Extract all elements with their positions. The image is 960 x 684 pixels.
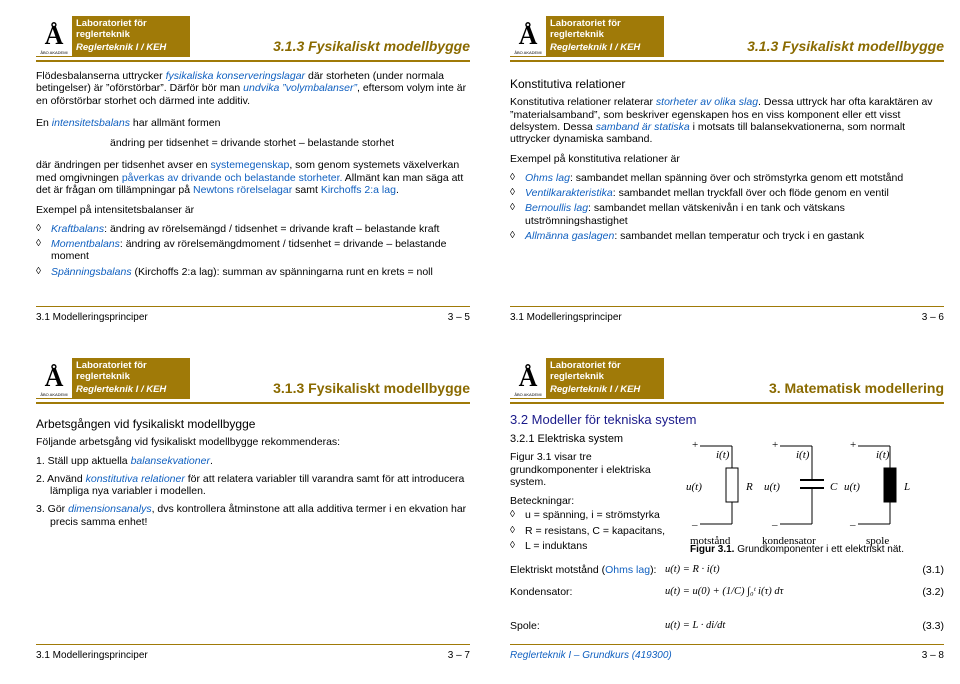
lab-name: Laboratoriet för reglerteknik	[550, 18, 621, 40]
svg-text:Å: Å	[518, 363, 538, 392]
slide-body: 3.2 Modeller för tekniska system 3.2.1 Elektriska system Figur 3.1 visar tre grundkomponenter i elektriska system. Beteckningar: ◊ u = spänning, i = strömstyrka ◊ R = resistans, C = kapacitans, ◊ L = induktans + – i(t) u(t) R motstånd + – i(t) u(t) C kondensator + – i(t) u(t) L spole Figur 3.1. Grundkomponenter i ett elektriskt nät. Elektriskt motstånd (Ohms lag): u(t) = R · i(t) (3.1) Kondensator: u(t) = u(0) + (1/C) ∫₀ᵗ i(τ) dτ (3.2) Spole: u(t) = L · di/dt (3.3)	[510, 414, 944, 556]
step-item: 2. Använd konstitutiva relationer för att relatera variabler till varandra samt för att introducera lämpliga nya variabler i modellen.	[36, 472, 465, 498]
intro-paragraph: Flödesbalanserna uttrycker fysikaliska konserveringslagar där storheten (under normala betingelser) är ”oförstörbar”. Därför bör man undvika ”volymbalanser”, eftersom volym inte är en oförstörbar storhet och därmed inte additiv.	[36, 70, 467, 107]
course-name: Reglerteknik I / KEH	[550, 42, 641, 53]
symbol-label: C	[830, 481, 838, 493]
lab-name: Laboratoriet för reglerteknik	[76, 18, 147, 40]
slide-title: 3.1.3 Fysikaliskt modellbygge	[273, 380, 470, 396]
step-item: 1. Ställ upp aktuella balansekvationer.	[36, 454, 213, 467]
course-name: Reglerteknik I / KEH	[550, 384, 641, 395]
resistor-component	[686, 439, 753, 547]
abo-akademi-logo	[510, 358, 546, 398]
svg-text:+: +	[692, 439, 699, 451]
component-name: spole	[866, 535, 890, 547]
slide-title: 3.1.3 Fysikaliskt modellbygge	[273, 38, 470, 54]
abo-akademi-logo	[36, 358, 72, 398]
current-label: i(t)	[716, 449, 730, 461]
balance-formula: ändring per tidsenhet = drivande storhet – belastande storhet	[110, 137, 394, 150]
examples-heading: Exempel på intensitetsbalanser är	[36, 204, 195, 217]
figure-caption: Figur 3.1. Grundkomponenter i ett elektriskt nät.	[690, 544, 904, 555]
list-item: ◊ Ventilkarakteristika: sambandet mellan tryckfall över och flöde genom en ventil	[510, 187, 942, 199]
abo-akademi-logo	[36, 16, 72, 56]
svg-text:Å: Å	[518, 21, 538, 50]
lab-name: Laboratoriet för reglerteknik	[550, 360, 621, 382]
relation-list	[510, 172, 942, 242]
list-item: ◊ Spänningsbalans (Kirchoffs 2:a lag): summan av spänningarna runt en krets = noll	[36, 266, 468, 278]
svg-text:+: +	[772, 439, 779, 451]
section-heading: 3.2 Modeller för tekniska system	[510, 412, 697, 427]
balance-list	[36, 223, 468, 278]
slide-body: Konstitutiva relationer Konstitutiva relationer relaterar storheter av olika slag. Dessa uttryck har ofta karaktären av ”materialsamband”, som beskriver egenskapen hos en viss komponent eller ett visst delsystem. Dessa samband är statiska i motsats till balansekvationerna, som normalt uttrycker dynamiska samband. Exempel på konstitutiva relationer är ◊ Ohms lag: sambandet mellan spänning över och strömstyrka genom ett motstånd ◊ Ventilkarakteristika: sambandet mellan tryckfall över och flöde genom en ventil ◊ Bernoullis lag: sambandet mellan vätskenivån i en tank och vätskans utströmningshastighet ◊ Allmänna gaslagen: sambandet mellan temperatur och tryck i en gastank	[510, 78, 942, 245]
component-diagram	[680, 436, 940, 548]
slide-title: 3. Matematisk modellering	[768, 380, 944, 396]
svg-text:ÅBO AKADEMI: ÅBO AKADEMI	[40, 392, 68, 397]
list-item: ◊ u = spänning, i = strömstyrka	[510, 509, 944, 522]
lab-name: Laboratoriet för reglerteknik	[76, 360, 147, 382]
slide-body: Flödesbalanserna uttrycker fysikaliska konserveringslagar där storheten (under normala betingelser) är ”oförstörbar”. Därför bör man undvika ”volymbalanser”, eftersom volym inte är en oförstörbar storhet och därmed inte additiv. En intensitetsbalans har allmänt formen ändring per tidsenhet = drivande storhet – belastande storhet där ändringen per tidsenhet avser en systemegenskap, som genom systemets växelverkan med omgivningen påverkas av drivande och belastande storheter. Allmänt kan man säga att det är frågan om tillämpningar på Newtons rörelselagar samt Kirchoffs 2:a lag. Exempel på intensitetsbalanser är ◊ Kraftbalans: ändring av rörelsemängd / tidsenhet = drivande kraft – belastande kraft ◊ Momentbalans: ändring av rörelsemängdmoment / tidsenhet = drivande – belastande moment ◊ Spänningsbalans (Kirchoffs 2:a lag): summan av spänningarna runt en krets = noll	[36, 70, 468, 281]
equation-3: Spole: u(t) = L · di/dt (3.3)	[510, 620, 944, 632]
symbol-label: L	[904, 481, 911, 493]
equation-2: Kondensator: u(t) = u(0) + (1/C) ∫₀ᵗ i(τ) dτ (3.2)	[510, 586, 944, 598]
abo-akademi-logo	[510, 16, 546, 56]
slide-header	[510, 358, 944, 400]
course-name: Reglerteknik I / KEH	[76, 384, 167, 395]
current-label: i(t)	[876, 449, 890, 461]
component-name: kondensator	[762, 535, 816, 547]
voltage-label: u(t)	[844, 481, 860, 493]
slide-body: Arbetsgången vid fysikaliskt modellbygge Följande arbetsgång vid fysikaliskt modellbygge rekommenderas: 1. Ställ upp aktuella balansekvationer. 2. Använd konstitutiva relationer för att relatera variabler till varandra samt för att introducera lämpliga nya variabler i modellen. 3. Gör dimensionsanalys, dvs kontrollera åtminstone att alla additiva termer i en ekvation har precis samma enhet!	[36, 417, 467, 528]
slide-header	[36, 16, 470, 58]
list-item: ◊ Allmänna gaslagen: sambandet mellan temperatur och tryck i en gastank	[510, 230, 942, 242]
slide-title: 3.1.3 Fysikaliskt modellbygge	[747, 38, 944, 54]
svg-text:–: –	[692, 519, 698, 531]
component-name: motstånd	[690, 535, 731, 547]
section-heading: Konstitutiva relationer	[510, 77, 626, 91]
list-item: ◊ Momentbalans: ändring av rörelsemängdmoment / tidsenhet = drivande – belastande moment	[36, 238, 468, 263]
capacitor-component	[762, 439, 838, 547]
list-item: ◊ L = induktans	[510, 540, 944, 553]
list-item: ◊ Ohms lag: sambandet mellan spänning över och strömstyrka genom ett motstånd	[510, 172, 942, 184]
inductor-component	[844, 439, 910, 547]
symbol-label: R	[746, 481, 753, 493]
list-item: ◊ R = resistans, C = kapacitans,	[510, 525, 944, 538]
subsection-heading: 3.2.1 Elektriska system	[510, 432, 624, 445]
step-item: 3. Gör dimensionsanalys, dvs kontrollera åtminstone att alla additiva termer i en ekvation har precis samma enhet!	[36, 503, 467, 528]
course-name: Reglerteknik I / KEH	[76, 42, 167, 53]
svg-text:–: –	[850, 519, 856, 531]
equation-1: Elektriskt motstånd (Ohms lag): u(t) = R · i(t) (3.1)	[510, 564, 944, 576]
voltage-label: u(t)	[764, 481, 780, 493]
svg-text:+: +	[850, 439, 857, 451]
list-item: ◊ Bernoullis lag: sambandet mellan vätskenivån i en tank och vätskans utströmningshastighet	[510, 202, 942, 227]
svg-text:Å: Å	[44, 363, 64, 392]
section-heading: Arbetsgången vid fysikaliskt modellbygge	[36, 417, 256, 431]
slide-header	[36, 358, 470, 400]
svg-text:ÅBO AKADEMI: ÅBO AKADEMI	[514, 50, 542, 55]
svg-text:Å: Å	[44, 21, 64, 50]
slide-8: Å ÅBO AKADEMI Laboratoriet för reglerteknik Reglerteknik I / KEH 3. Matematisk modellering 3.2 Modeller för tekniska system 3.2.1 Elektriska system Figur 3.1 visar tre grundkomponenter i elektriska system. Beteckningar: ◊ u = spänning, i = strömstyrka ◊ R = resistans, C = kapacitans, ◊ L = induktans + – i(t) u(t) R motstånd + – i(t) u(t) C kondensator + – i(t) u(t) L spole Figur 3.1. Grundkomponenter i ett elektriskt nät. Elektriskt motstånd (Ohms lag): u(t) = R · i(t) (3.1) Kondensator: u(t) = u(0) + (1/C) ∫₀ᵗ i(τ) dτ (3.2) Spole: u(t) = L · di/dt (3.3) Reglerteknik I – Grundkurs (419300) 3 – 8	[510, 358, 944, 678]
list-item: ◊ Kraftbalans: ändring av rörelsemängd / tidsenhet = drivande kraft – belastande kraft	[36, 223, 468, 235]
slide-6: Å ÅBO AKADEMI Laboratoriet för reglerteknik Reglerteknik I / KEH 3.1.3 Fysikaliskt modellbygge Konstitutiva relationer Konstitutiva relationer relaterar storheter av olika slag. Dessa uttryck har ofta karaktären av ”materialsamband”, som beskriver egenskapen hos en viss komponent eller ett visst delsystem. Dessa samband är statiska i motsats till balansekvationerna, som normalt uttrycker dynamiska samband. Exempel på konstitutiva relationer är ◊ Ohms lag: sambandet mellan spänning över och strömstyrka genom ett motstånd ◊ Ventilkarakteristika: sambandet mellan tryckfall över och flöde genom en ventil ◊ Bernoullis lag: sambandet mellan vätskenivån i en tank och vätskans utströmningshastighet ◊ Allmänna gaslagen: sambandet mellan temperatur och tryck i en gastank 3.1 Modelleringsprinciper 3 – 6	[510, 16, 944, 336]
slide-header	[510, 16, 944, 58]
voltage-label: u(t)	[686, 481, 702, 493]
slide-5: Å ÅBO AKADEMI Laboratoriet för reglerteknik Reglerteknik I / KEH 3.1.3 Fysikaliskt modellbygge Flödesbalanserna uttrycker fysikaliska konserveringslagar där storheten (under normala betingelser) är ”oförstörbar”. Därför bör man undvika ”volymbalanser”, eftersom volym inte är en oförstörbar storhet och därmed inte additiv. En intensitetsbalans har allmänt formen ändring per tidsenhet = drivande storhet – belastande storhet där ändringen per tidsenhet avser en systemegenskap, som genom systemets växelverkan med omgivningen påverkas av drivande och belastande storheter. Allmänt kan man säga att det är frågan om tillämpningar på Newtons rörelselagar samt Kirchoffs 2:a lag. Exempel på intensitetsbalanser är ◊ Kraftbalans: ändring av rörelsemängd / tidsenhet = drivande kraft – belastande kraft ◊ Momentbalans: ändring av rörelsemängdmoment / tidsenhet = drivande – belastande moment ◊ Spänningsbalans (Kirchoffs 2:a lag): summan av spänningarna runt en krets = noll 3.1 Modelleringsprinciper 3 – 5	[36, 16, 470, 336]
svg-text:–: –	[772, 519, 778, 531]
svg-text:ÅBO AKADEMI: ÅBO AKADEMI	[514, 392, 542, 397]
current-label: i(t)	[796, 449, 810, 461]
svg-text:ÅBO AKADEMI: ÅBO AKADEMI	[40, 50, 68, 55]
slide-7: Å ÅBO AKADEMI Laboratoriet för reglerteknik Reglerteknik I / KEH 3.1.3 Fysikaliskt modellbygge Arbetsgången vid fysikaliskt modellbygge Följande arbetsgång vid fysikaliskt modellbygge rekommenderas: 1. Ställ upp aktuella balansekvationer. 2. Använd konstitutiva relationer för att relatera variabler till varandra samt för att introducera lämpliga nya variabler i modellen. 3. Gör dimensionsanalys, dvs kontrollera åtminstone att alla additiva termer i en ekvation har precis samma enhet! 3.1 Modelleringsprinciper 3 – 7	[36, 360, 470, 661]
